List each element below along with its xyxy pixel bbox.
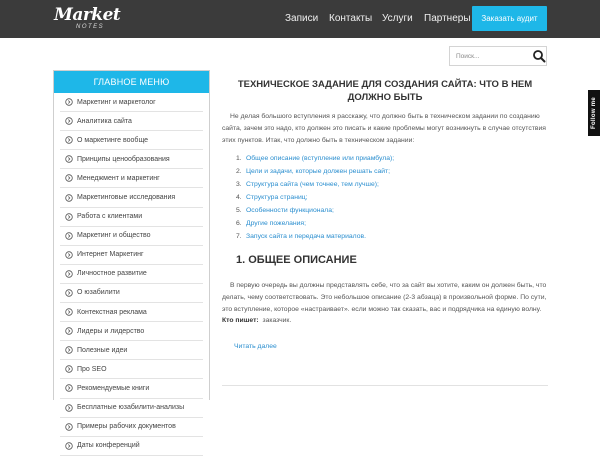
toc-number: 1. [236, 155, 242, 162]
chevron-circle-right-icon [65, 194, 73, 202]
sidebar-menu-item[interactable] [60, 169, 203, 188]
sidebar-menu-item-label: Бесплатные юзабилити-анализы [77, 404, 185, 412]
logo-sub-text: NOTES [76, 24, 105, 30]
toc-number: 5. [236, 207, 242, 214]
chevron-circle-right-icon [65, 270, 73, 278]
sidebar-menu-item-label: Принципы ценообразования [77, 155, 170, 163]
toc-item [236, 204, 536, 217]
section-text: В первую очередь вы должны представлять себе, что за сайт вы хотите, каким он должен быть, что делать, чему соответствовать. Это небольшое описание (2-3 абзаца) в произвольной форме. По сути, это вступление, которое «настраивает». если можно так сказать, вас и подрядчика на единую волну. [222, 282, 547, 314]
chevron-circle-right-icon [65, 155, 73, 163]
sidebar-menu-item[interactable] [60, 131, 203, 150]
toc-item [236, 178, 536, 191]
toc-item [236, 191, 536, 204]
article-title: ТЕХНИЧЕСКОЕ ЗАДАНИЕ ДЛЯ СОЗДАНИЯ САЙТА: ЧТО В НЕМ ДОЛЖНО БЫТЬ [237, 79, 533, 103]
follow-me-tab[interactable]: Follow me [588, 90, 600, 136]
toc-number: 7. [236, 233, 242, 240]
nav-item-posts[interactable]: Записи [285, 13, 319, 24]
sidebar-menu-item[interactable] [60, 93, 203, 112]
sidebar-menu-item[interactable] [60, 284, 203, 303]
search-input[interactable] [450, 47, 526, 65]
chevron-circle-right-icon [65, 384, 73, 392]
sidebar-menu-item[interactable] [60, 437, 203, 456]
chevron-circle-right-icon [65, 442, 73, 450]
logo-main-text: Market [54, 5, 121, 25]
author-label: Кто пишет: [222, 317, 259, 324]
sidebar-menu-item-label: О юзабилити [77, 289, 120, 297]
content-divider [222, 385, 548, 386]
sidebar-menu-item-label: Примеры рабочих документов [77, 423, 176, 431]
sidebar-menu-item[interactable] [60, 418, 203, 437]
sidebar-menu-item-label: Маркетинговые исследования [77, 194, 176, 202]
sidebar-menu-item[interactable] [60, 208, 203, 227]
sidebar-menu-item[interactable] [60, 341, 203, 360]
read-more-link[interactable]: Читать далее [234, 343, 277, 350]
sidebar-menu-item-label: Про SEO [77, 365, 107, 373]
chevron-circle-right-icon [65, 117, 73, 125]
sidebar-menu-item-label: Менеджмент и маркетинг [77, 174, 160, 182]
search-form [449, 46, 547, 66]
toc-number: 6. [236, 220, 242, 227]
sidebar-menu-item-label: О маркетинге вообще [77, 136, 149, 144]
main-menu-title: ГЛАВНОЕ МЕНЮ [54, 71, 209, 93]
toc-link[interactable]: Другие пожелания; [246, 220, 307, 227]
toc-item [236, 230, 536, 243]
toc-link[interactable]: Запуск сайта и передача материалов. [246, 233, 366, 240]
nav-item-contacts[interactable]: Контакты [329, 13, 373, 24]
sidebar-menu-item[interactable] [60, 379, 203, 398]
toc-number: 3. [236, 181, 242, 188]
toc-number: 2. [236, 168, 242, 175]
toc-number: 4. [236, 194, 242, 201]
chevron-circle-right-icon [65, 213, 73, 221]
sidebar-menu-item-label: Маркетинг и общество [77, 232, 151, 240]
sidebar-menu-item-label: Аналитика сайта [77, 117, 132, 125]
author-line [222, 317, 291, 324]
sidebar-menu-item-label: Контекстная реклама [77, 308, 147, 316]
nav-item-services[interactable]: Услуги [382, 13, 413, 24]
toc-item [236, 217, 536, 230]
author-value: заказчик. [262, 317, 292, 324]
search-icon[interactable] [532, 49, 546, 63]
site-logo[interactable] [54, 5, 121, 33]
toc-item [236, 152, 536, 165]
toc-link[interactable]: Структура сайта (чем точнее, тем лучше); [246, 181, 379, 188]
sidebar-menu-item-label: Полезные идеи [77, 346, 128, 354]
chevron-circle-right-icon [65, 308, 73, 316]
article-intro: Не делая большого вступления я расскажу, что должно быть в техническом задании по созданию сайта, зачем это надо, кто должен это писать и какие проблемы могут возникнуть в случае отсутствия этих пунктов. Итак, что должно быть в техническом задании: [222, 113, 546, 145]
chevron-circle-right-icon [65, 404, 73, 412]
chevron-circle-right-icon [65, 346, 73, 354]
sidebar-menu-item[interactable] [60, 322, 203, 341]
toc-link[interactable]: Структура страниц; [246, 194, 308, 201]
chevron-circle-right-icon [65, 365, 73, 373]
chevron-circle-right-icon [65, 98, 73, 106]
chevron-circle-right-icon [65, 232, 73, 240]
sidebar-menu-item-label: Личностное развитие [77, 270, 147, 278]
chevron-circle-right-icon [65, 327, 73, 335]
toc-link[interactable]: Цели и задачи, которые должен решать сайт; [246, 168, 391, 175]
article-toc [236, 152, 536, 243]
sidebar-menu-item[interactable] [60, 227, 203, 246]
main-menu-list [54, 93, 209, 456]
chevron-circle-right-icon [65, 174, 73, 182]
sidebar-menu-item-label: Работа с клиентами [77, 213, 143, 221]
sidebar-menu-item[interactable] [60, 112, 203, 131]
sidebar-menu-item[interactable] [60, 246, 203, 265]
section-title: 1. ОБЩЕЕ ОПИСАНИЕ [236, 254, 357, 266]
sidebar-menu-item[interactable] [60, 265, 203, 284]
toc-link[interactable]: Общее описание (вступление или приамбула); [246, 155, 395, 162]
toc-link[interactable]: Особенности функционала; [246, 207, 334, 214]
chevron-circle-right-icon [65, 423, 73, 431]
sidebar-menu-item-label: Маркетинг и маркетолог [77, 98, 156, 106]
chevron-circle-right-icon [65, 251, 73, 259]
sidebar-menu-item[interactable] [60, 399, 203, 418]
sidebar-menu-item-label: Лидеры и лидерство [77, 327, 145, 335]
sidebar-menu-item[interactable] [60, 360, 203, 379]
sidebar-menu-item[interactable] [60, 188, 203, 207]
sidebar-menu-item-label: Рекомендуемые книги [77, 384, 150, 392]
chevron-circle-right-icon [65, 289, 73, 297]
toc-item [236, 165, 536, 178]
sidebar-menu-item[interactable] [60, 150, 203, 169]
sidebar-menu-item[interactable] [60, 303, 203, 322]
sidebar-menu-item-label: Интернет Маркетинг [77, 251, 144, 259]
chevron-circle-right-icon [65, 136, 73, 144]
sidebar-menu-item-label: Даты конференций [77, 442, 140, 450]
nav-item-partners[interactable]: Партнеры [424, 13, 471, 24]
order-audit-button[interactable]: Заказать аудит [472, 6, 547, 31]
top-navigation-bar [0, 0, 600, 38]
main-menu-sidebar [53, 70, 210, 450]
